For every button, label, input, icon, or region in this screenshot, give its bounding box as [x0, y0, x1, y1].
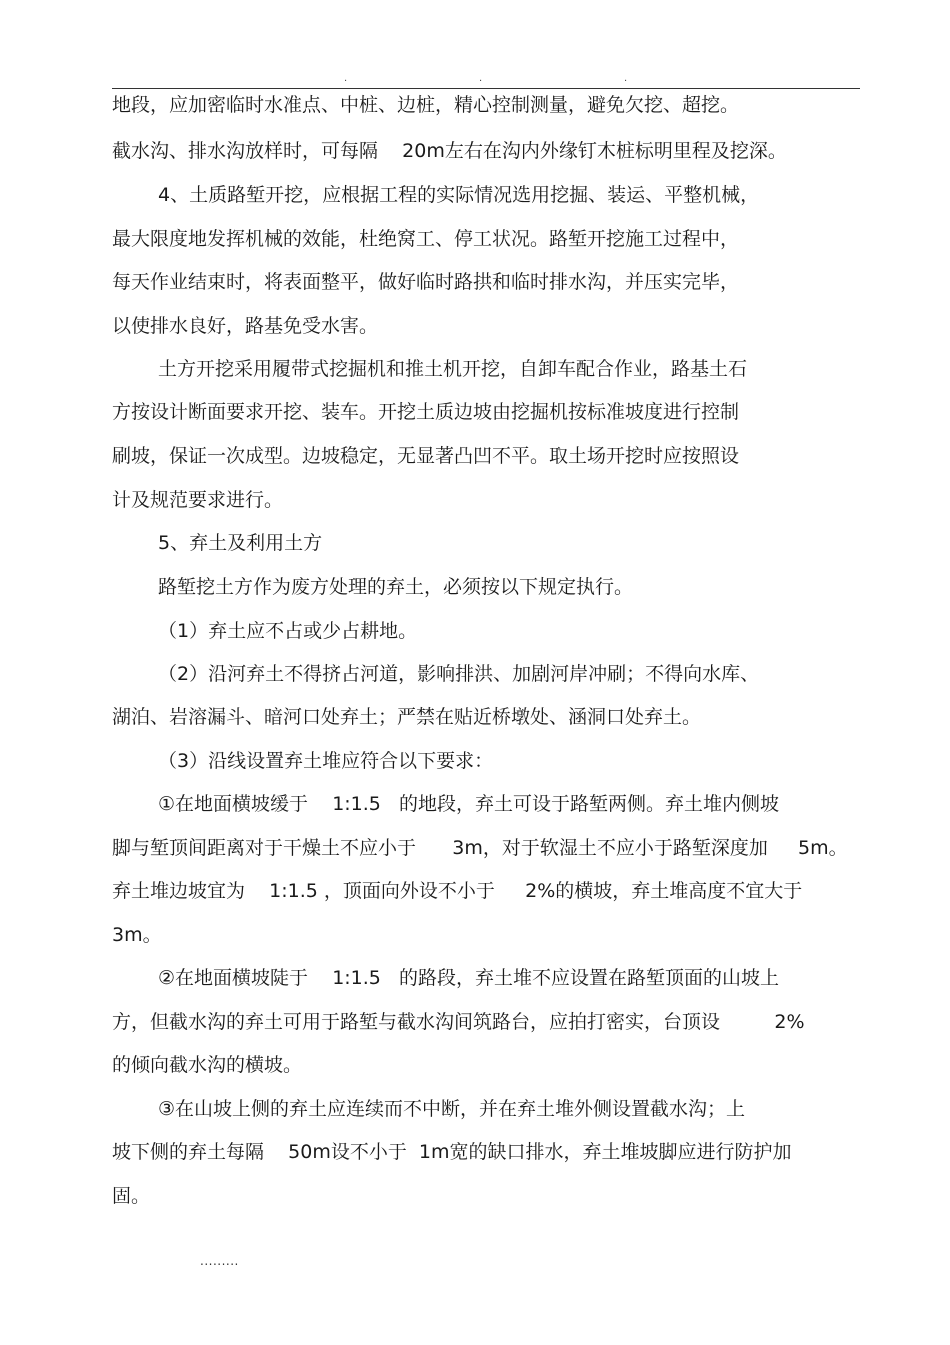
text-line: 地段，应加密临时水准点、中桩、边桩，精心控制测量，避免欠挖、超挖。 — [112, 94, 740, 116]
text-line: 方按设计断面要求开挖、装车。开挖土质边坡由挖掘机按标准坡度进行控制 — [112, 401, 740, 423]
header-dot: . — [624, 73, 628, 84]
text-line: 弃土堆边坡宜为 1:1.5 ，顶面向外设不小于 2%的横坡，弃土堆高度不宜大于 — [112, 880, 803, 902]
text-line: 最大限度地发挥机械的效能，杜绝窝工、停工状况。路堑开挖施工过程中， — [112, 228, 740, 250]
header-dot: . — [344, 73, 348, 84]
text-line: 每天作业结束时，将表面整平，做好临时路拱和临时排水沟，并压实完毕， — [112, 271, 740, 293]
text-line: 坡下侧的弃土每隔 50m设不小于 1m宽的缺口排水，弃土堆坡脚应进行防护加 — [112, 1141, 792, 1163]
text-line: 计及规范要求进行。 — [112, 489, 284, 511]
text-line: 4、土质路堑开挖，应根据工程的实际情况选用挖掘、装运、平整机械， — [158, 184, 760, 206]
list-item: （1）弃土应不占或少占耕地。 — [158, 620, 418, 642]
list-item: ①在地面横坡缓于 1:1.5 的地段，弃土可设于路堑两侧。弃土堆内侧坡 — [158, 793, 780, 815]
list-item: ③在山坡上侧的弃土应连续而不中断，并在弃土堆外侧设置截水沟；上 — [158, 1098, 746, 1120]
list-item: （3）沿线设置弃土堆应符合以下要求： — [158, 750, 494, 772]
text-line: 3m。 — [112, 924, 162, 946]
footer-dots: ......... — [200, 1254, 239, 1268]
header-dot: . — [479, 73, 483, 84]
text-line: 方，但截水沟的弃土可用于路堑与截水沟间筑路台，应拍打密实，台顶设 2% — [112, 1011, 805, 1033]
text-line: 的倾向截水沟的横坡。 — [112, 1054, 303, 1076]
text-line: 刷坡，保证一次成型。边坡稳定，无显著凸凹不平。取土场开挖时应按照设 — [112, 445, 740, 467]
list-item: （2）沿河弃土不得挤占河道，影响排洪、加剧河岸冲刷；不得向水库、 — [158, 663, 760, 685]
header-rule — [112, 88, 860, 89]
list-item: ②在地面横坡陡于 1:1.5 的路段，弃土堆不应设置在路堑顶面的山坡上 — [158, 967, 780, 989]
text-line: 固。 — [112, 1185, 151, 1207]
text-line: 截水沟、排水沟放样时，可每隔 20m左右在沟内外缘钉木桩标明里程及挖深。 — [112, 140, 787, 162]
text-line: 以使排水良好，路基免受水害。 — [112, 315, 379, 337]
text-line: 湖泊、岩溶漏斗、暗河口处弃土；严禁在贴近桥墩处、涵洞口处弃土。 — [112, 706, 702, 728]
text-line: 脚与堑顶间距离对于干燥土不应小于 3m，对于软湿土不应小于路堑深度加 5m。 — [112, 837, 848, 859]
text-line: 土方开挖采用履带式挖掘机和推土机开挖，自卸车配合作业，路基土石 — [158, 358, 748, 380]
text-line: 路堑挖土方作为废方处理的弃土，必须按以下规定执行。 — [158, 576, 634, 598]
section-heading: 5、弃土及利用土方 — [158, 532, 323, 554]
